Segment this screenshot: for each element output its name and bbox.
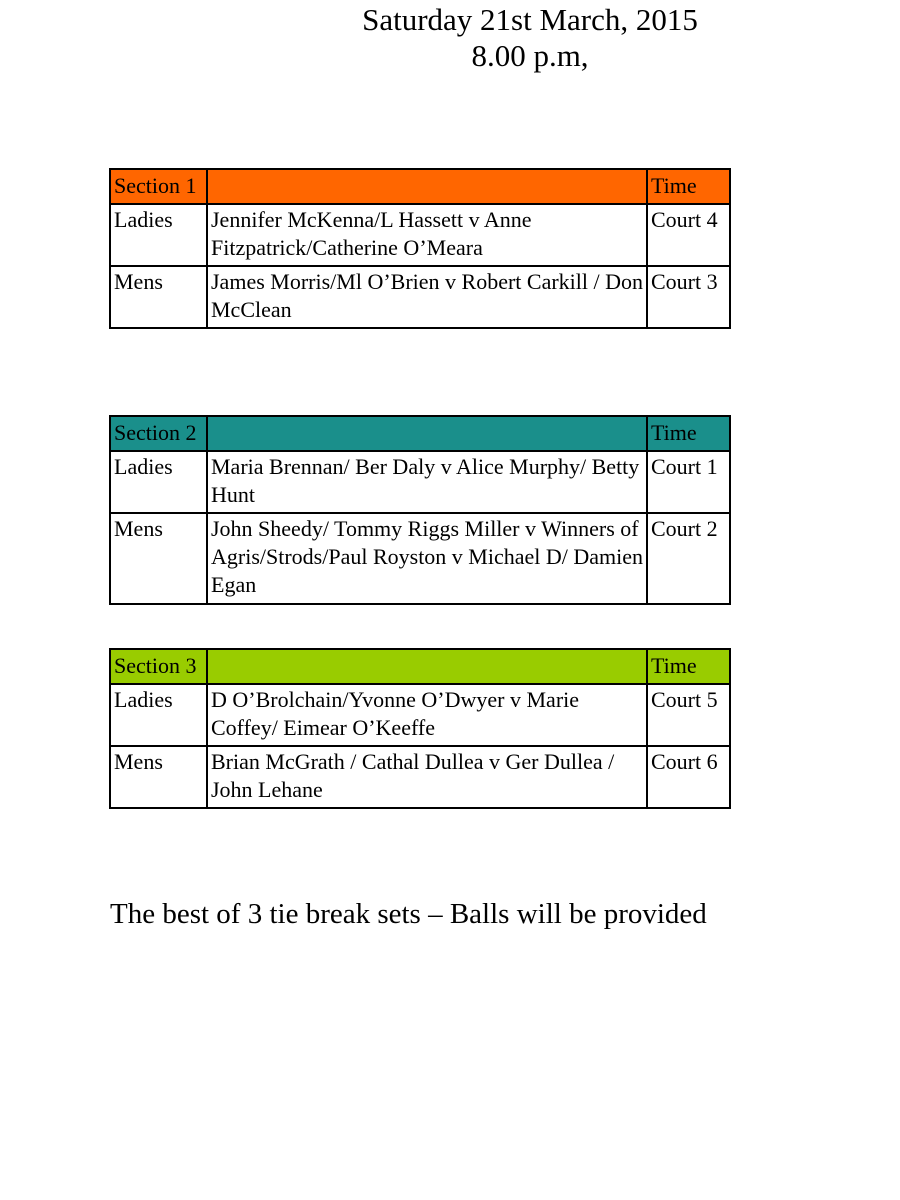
- section-header-blank: [207, 649, 647, 684]
- match-court: Court 5: [647, 684, 730, 746]
- match-row: [110, 746, 730, 808]
- section-header-blank: [207, 169, 647, 204]
- section-label: Section 3: [110, 649, 207, 684]
- section-3-table: [109, 648, 731, 809]
- match-court: Court 1: [647, 451, 730, 513]
- match-row: [110, 684, 730, 746]
- match-category: Ladies: [110, 684, 207, 746]
- rules-note: The best of 3 tie break sets – Balls will be provided: [110, 898, 707, 930]
- match-category: Ladies: [110, 204, 207, 266]
- match-players: Maria Brennan/ Ber Daly v Alice Murphy/ Betty Hunt: [207, 451, 647, 513]
- section-label: Section 1: [110, 169, 207, 204]
- event-header: [300, 2, 760, 74]
- section-label: Section 2: [110, 416, 207, 451]
- time-header: Time: [647, 416, 730, 451]
- match-players: John Sheedy/ Tommy Riggs Miller v Winners of Agris/Strods/Paul Royston v Michael D/ Damien Egan: [207, 513, 647, 604]
- section-header-row: [110, 169, 730, 204]
- match-row: [110, 204, 730, 266]
- match-players: D O’Brolchain/Yvonne O’Dwyer v Marie Coffey/ Eimear O’Keeffe: [207, 684, 647, 746]
- match-players: Jennifer McKenna/L Hassett v Anne Fitzpatrick/Catherine O’Meara: [207, 204, 647, 266]
- section-header-blank: [207, 416, 647, 451]
- time-header: Time: [647, 169, 730, 204]
- section-1-table: [109, 168, 731, 329]
- match-category: Mens: [110, 513, 207, 604]
- match-category: Mens: [110, 746, 207, 808]
- event-date: Saturday 21st March, 2015: [362, 2, 698, 37]
- match-court: Court 4: [647, 204, 730, 266]
- match-court: Court 2: [647, 513, 730, 604]
- match-court: Court 6: [647, 746, 730, 808]
- match-court: Court 3: [647, 266, 730, 328]
- match-players: Brian McGrath / Cathal Dullea v Ger Dullea / John Lehane: [207, 746, 647, 808]
- time-header: Time: [647, 649, 730, 684]
- match-row: [110, 451, 730, 513]
- section-header-row: [110, 416, 730, 451]
- match-row: [110, 266, 730, 328]
- match-players: James Morris/Ml O’Brien v Robert Carkill / Don McClean: [207, 266, 647, 328]
- match-category: Mens: [110, 266, 207, 328]
- section-header-row: [110, 649, 730, 684]
- match-category: Ladies: [110, 451, 207, 513]
- section-2-table: [109, 415, 731, 605]
- match-row: [110, 513, 730, 604]
- event-time: 8.00 p.m,: [471, 38, 589, 73]
